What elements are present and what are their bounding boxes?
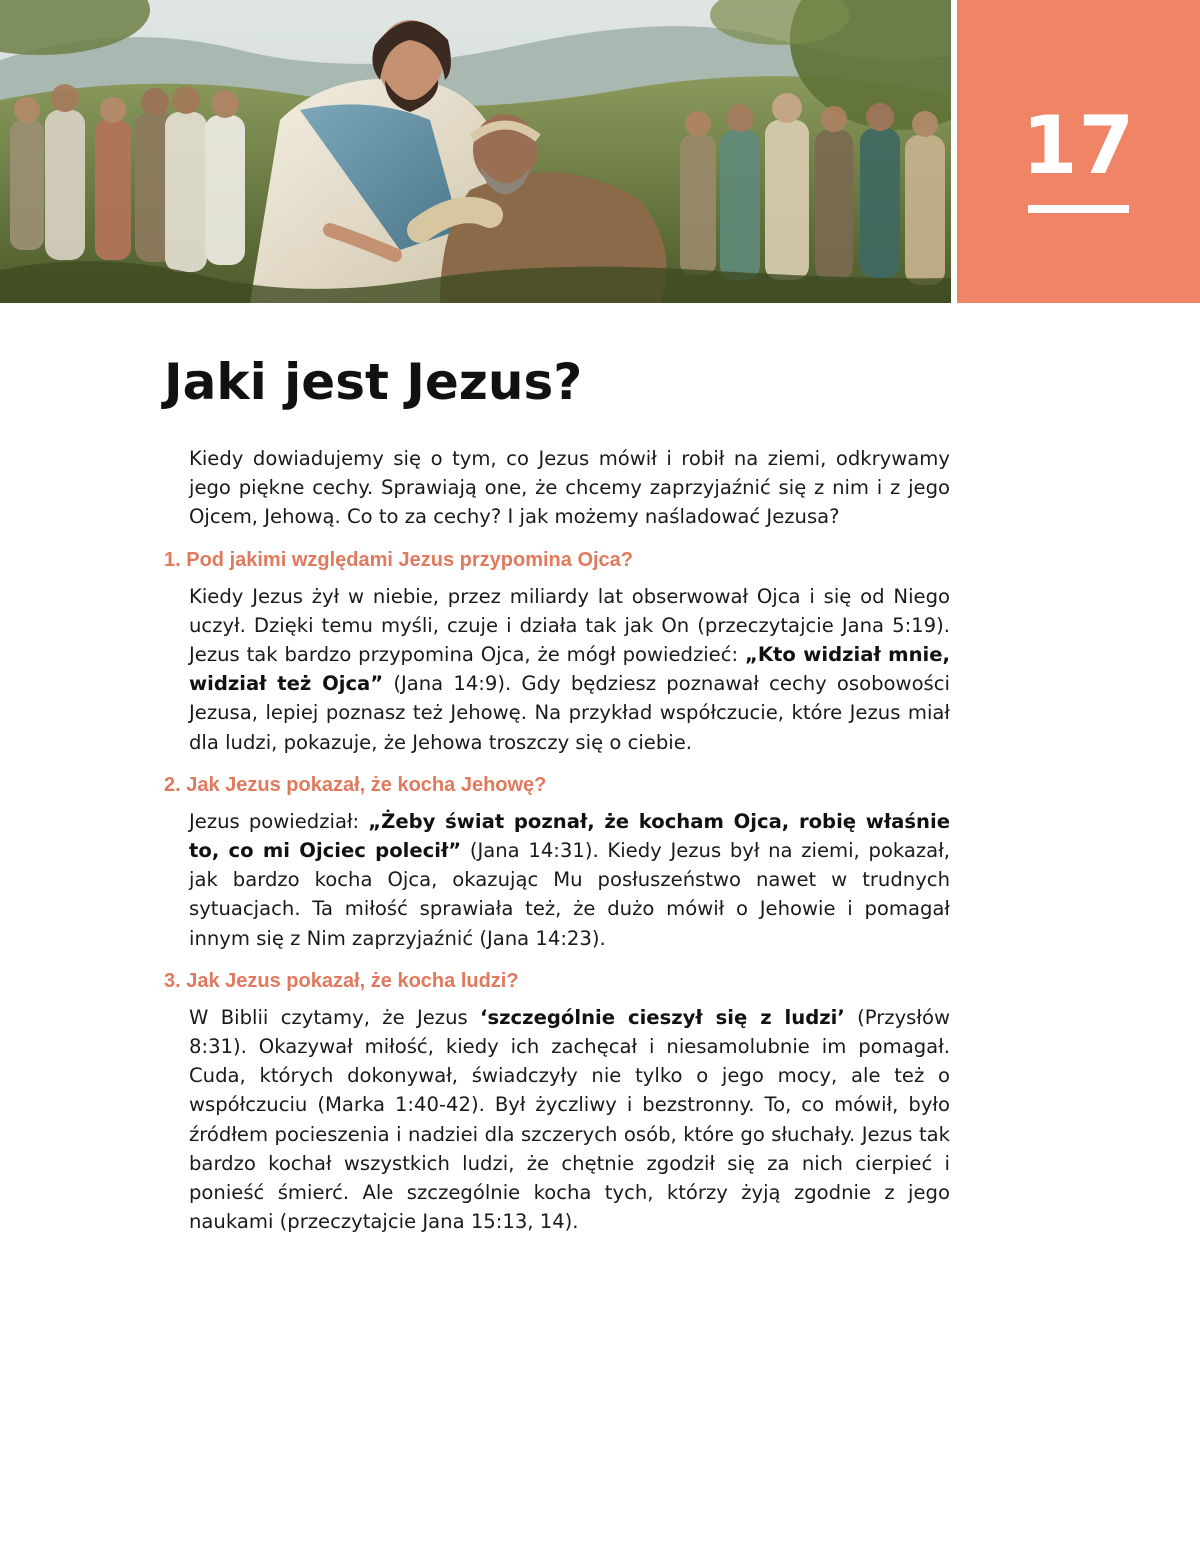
- section-2-paragraph: [189, 807, 950, 953]
- section-1-text-end: (Jana 14:9). Gdy będziesz poznawał cechy osobowości Jezusa, lepiej poznasz też Jehowę. Na przykład współczucie, które Jezus miał dla ludzi, pokazuje, że Jehowa troszczy się o ciebie.: [189, 672, 950, 754]
- section-3-text-start: W Biblii czytamy, że Jezus: [189, 1005, 481, 1029]
- section-3: [164, 967, 950, 1237]
- lesson-number-box: [957, 0, 1200, 303]
- lesson-number: 17: [1021, 99, 1136, 192]
- section-1-paragraph: [189, 582, 950, 757]
- section-3-quote: ‘szczególnie cieszył się z ludzi’: [480, 1005, 845, 1029]
- section-3-question: 3. Jak Jezus pokazał, że kocha ludzi?: [164, 969, 519, 992]
- section-1-quote: „Kto widział mnie, widział też Ojca”: [189, 643, 950, 696]
- lesson-number-underline: [1028, 205, 1129, 213]
- section-2: [164, 771, 950, 953]
- section-2-quote: „Żeby świat poznał, że kocham Ojca, robię właśnie to, co mi Ojciec polecił”: [189, 809, 950, 863]
- intro-paragraph: Kiedy dowiadujemy się o tym, co Jezus mówił i robił na ziemi, odkrywamy jego piękne cechy. Sprawiają one, że chcemy zaprzyjaźnić się z nim i z jego Ojcem, Jehową. Co to za cechy? I jak możemy naśladować Jezusa?: [189, 447, 950, 529]
- section-3-paragraph: [189, 1003, 950, 1237]
- section-2-question: 2. Jak Jezus pokazał, że kocha Jehowę?: [164, 773, 547, 796]
- illustration-jesus-healing-man: [0, 0, 951, 303]
- section-2-text-start: Jezus powiedział:: [189, 809, 369, 833]
- section-1-question: 1. Pod jakimi względami Jezus przypomina Ojca?: [164, 548, 634, 571]
- section-2-text-end: (Jana 14:31). Kiedy Jezus był na ziemi, pokazał, jak bardzo kocha Ojca, okazując Mu posłuszeństwo nawet w trudnych sytuacjach. Ta miłość sprawiała też, że dużo mówił o Jehowie i pomagał innym się z Nim zaprzyjaźnić (Jana 14:23).: [189, 839, 950, 950]
- section-1-text-start: Kiedy Jezus żył w niebie, przez miliardy lat obserwował Ojca i się od Niego uczył. Dzięki temu myśli, czuje i działa tak jak On (przeczytajcie Jana 5:19). Jezus tak bardzo przypomina Ojca, że mógł powiedzieć:: [189, 584, 950, 667]
- section-3-text-end: (Przysłów 8:31). Okazywał miłość, kiedy ich zachęcał i niesamolubnie im pomagał. Cuda, których dokonywał, świadczyły nie tylko o jego mocy, ale też o współczuciu (Marka 1:40-42). Był życzliwy i bezstronny. To, co mówił, było źródłem pocieszenia i nadziei dla szczerych osób, które go słuchały. Jezus tak bardzo kochał wszystkich ludzi, że chętnie zgodził się za nich cierpieć i ponieść śmierć. Ale szczególnie kocha tych, którzy żyją zgodnie z jego naukami (przeczytajcie Jana 15:13, 14).: [189, 1005, 950, 1234]
- page-title: Jaki jest Jezus?: [164, 353, 583, 411]
- section-1: [164, 546, 950, 757]
- article-body: [164, 444, 950, 1250]
- hero-illustration: [0, 0, 951, 303]
